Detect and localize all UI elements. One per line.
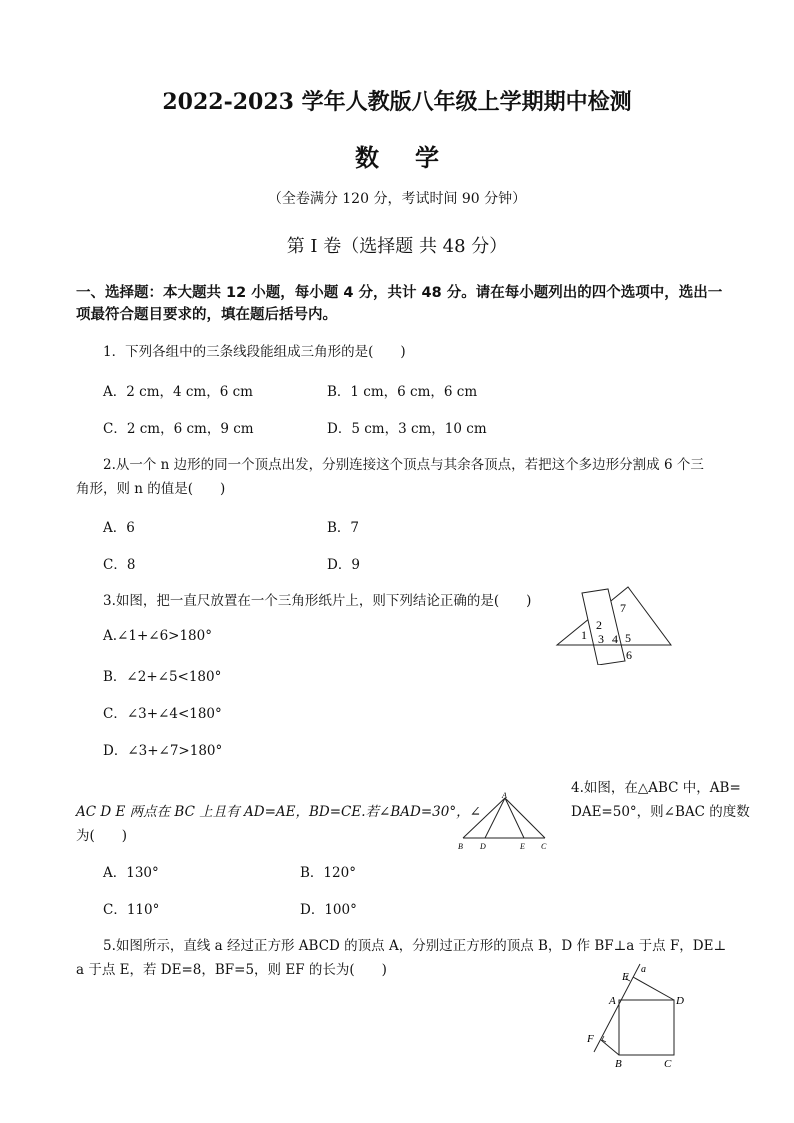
question-2-option-a: A．6 [103,520,135,536]
question-3-stem: 3.如图，把一直尺放置在一个三角形纸片上，则下列结论正确的是( ) [103,593,532,609]
question-2-stem-line2: 角形，则 n 的值是( ) [76,481,226,497]
question-5-stem-line2: a 于点 E，若 DE=8，BF=5，则 EF 的长为( ) [76,962,387,978]
figure4-label-a: A [502,792,507,800]
question-4-stem-line2b: DAE=50°，则∠BAC 的度数 [571,804,750,820]
figure4-label-c: C [541,842,547,851]
figure3-label-5: 5 [625,631,631,645]
figure5-label-f: F [587,1033,594,1045]
figure-isosceles-triangle [455,792,555,854]
question-3-option-a: A.∠1+∠6>180° [103,628,212,644]
volume-heading: 第 I 卷（选择题 共 48 分） [286,236,508,257]
figure3-label-6: 6 [626,648,632,662]
question-4-option-a: A．130° [103,865,159,881]
question-4-option-b: B．120° [300,865,356,881]
figure5-label-a-line: a [641,964,646,975]
figure3-label-3: 3 [598,632,604,646]
question-5-stem-line1: 5.如图所示，直线 a 经过正方形 ABCD 的顶点 A，分别过正方形的顶点 B，D 作 BF⊥a 于点 F，DE⊥ [103,938,727,954]
figure5-label-c: C [664,1058,672,1070]
figure3-label-1: 1 [581,628,587,642]
question-2-stem-line1: 2.从一个 n 边形的同一个顶点出发，分别连接这个顶点与其余各顶点，若把这个多边形分割成 6 个三 [103,457,704,473]
figure-triangle-ruler [550,585,680,665]
question-4-option-c: C．110° [103,902,160,918]
question-4-stem-line1: 4.如图，在△ABC 中，AB= [571,780,741,796]
section-heading: 一、选择题：本大题共 12 小题，每小题 4 分，共计 48 分。请在每小题列出的四个选项中，选出一项最符合题目要求的，填在题后括号内。 [76,285,723,323]
figure5-label-e: E [622,971,629,983]
question-1-option-d: D．5 cm，3 cm，10 cm [327,421,487,437]
question-2-option-c: C．8 [103,557,136,573]
question-1-option-b: B．1 cm，6 cm，6 cm [327,384,478,400]
exam-title: 2022-2023 学年人教版八年级上学期期中检测 [162,89,632,115]
figure3-label-2: 2 [596,618,602,632]
question-1-option-c: C．2 cm，6 cm，9 cm [103,421,254,437]
figure5-label-a: A [609,995,616,1007]
question-1-option-a: A．2 cm，4 cm，6 cm [103,384,253,400]
subject-title: 数学 [355,143,475,172]
figure3-label-4: 4 [612,632,618,646]
question-4-stem-line3: 为( ) [76,828,128,844]
figure-square-line [580,960,695,1075]
figure3-label-7: 7 [620,601,626,615]
question-4-stem-line2a: AC D E 两点在 BC 上且有 AD=AE，BD=CE.若∠BAD=30°，∠ [76,804,481,820]
exam-note: （全卷满分 120 分，考试时间 90 分钟） [267,191,527,207]
figure5-label-b: B [615,1058,622,1070]
figure5-label-d: D [676,995,684,1007]
question-2-option-b: B．7 [327,520,360,536]
figure4-label-b: B [458,842,463,851]
question-3-option-d: D．∠3+∠7>180° [103,743,223,759]
figure4-label-d: D [480,842,486,851]
question-4-option-d: D．100° [300,902,357,918]
question-1-stem: 1．下列各组中的三条线段能组成三角形的是( ) [103,344,406,360]
figure4-label-e: E [520,842,525,851]
question-3-option-c: C．∠3+∠4<180° [103,706,222,722]
question-2-option-d: D．9 [327,557,360,573]
question-3-option-b: B．∠2+∠5<180° [103,669,222,685]
